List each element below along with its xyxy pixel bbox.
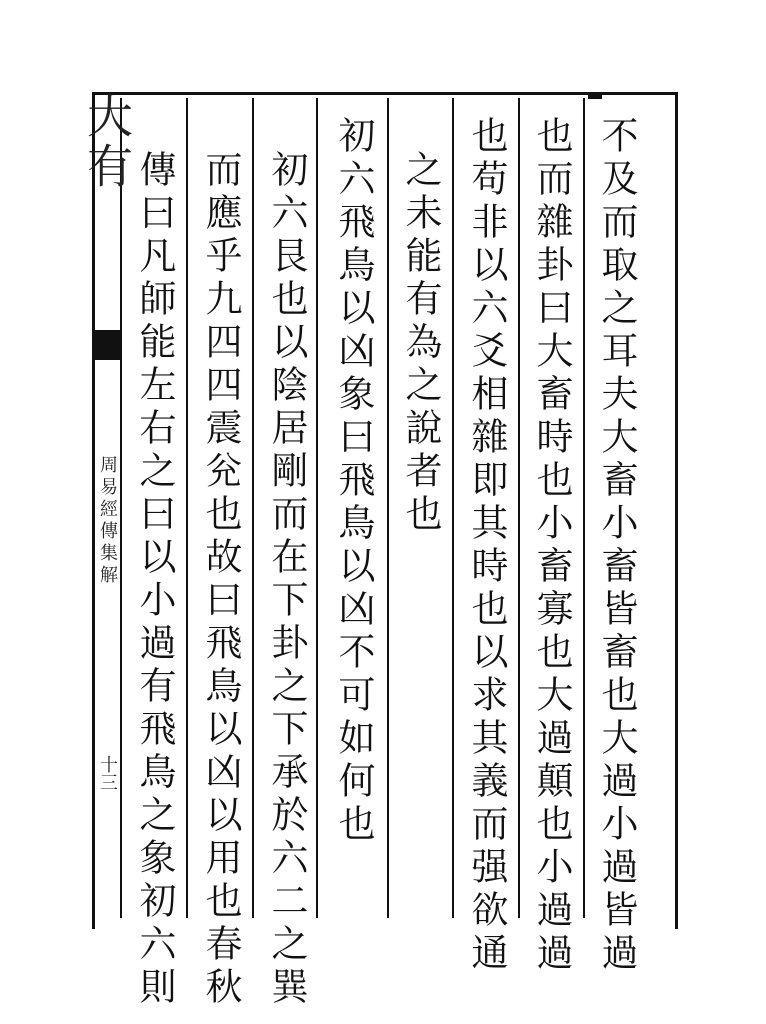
column-rule	[452, 98, 454, 918]
margin-book-title: 周易經傳集解	[97, 455, 118, 587]
text-column-1: 不及而取之耳夫大畜小畜皆畜也大過小過皆過	[595, 116, 638, 976]
page-frame	[80, 92, 678, 929]
text-column-8: 傳曰凡師能左右之曰以小過有飛鳥之象初六則	[133, 150, 176, 1010]
column-rule	[316, 98, 318, 918]
column-rule	[186, 98, 188, 918]
text-column-2: 也而雜卦曰大畜時也小畜寡也大過顛也小過過	[530, 116, 573, 976]
text-column-6: 初六艮也以陰居剛而在下卦之下承於六二之巽	[265, 150, 308, 1010]
column-rule	[252, 98, 254, 918]
text-column-7: 而應乎九四四震兊也故曰飛鳥以凶以用也春秋	[199, 150, 242, 1010]
margin-page-number: 十三	[97, 755, 118, 791]
column-rule	[387, 98, 389, 918]
text-column-4: 之未能有為之說者也	[399, 150, 442, 537]
column-rule	[518, 98, 520, 918]
margin-section-title: 大有	[80, 92, 134, 192]
margin-fishtail-mark	[92, 330, 122, 360]
text-column-3: 也苟非以六爻相雜即其時也以求其義而强欲通	[465, 116, 508, 976]
text-column-5: 初六飛鳥以凶象曰飛鳥以凶不可如何也	[332, 116, 375, 847]
column-rule	[583, 98, 585, 918]
corner-mark	[654, 95, 670, 117]
frame-tick-mark	[588, 95, 602, 99]
